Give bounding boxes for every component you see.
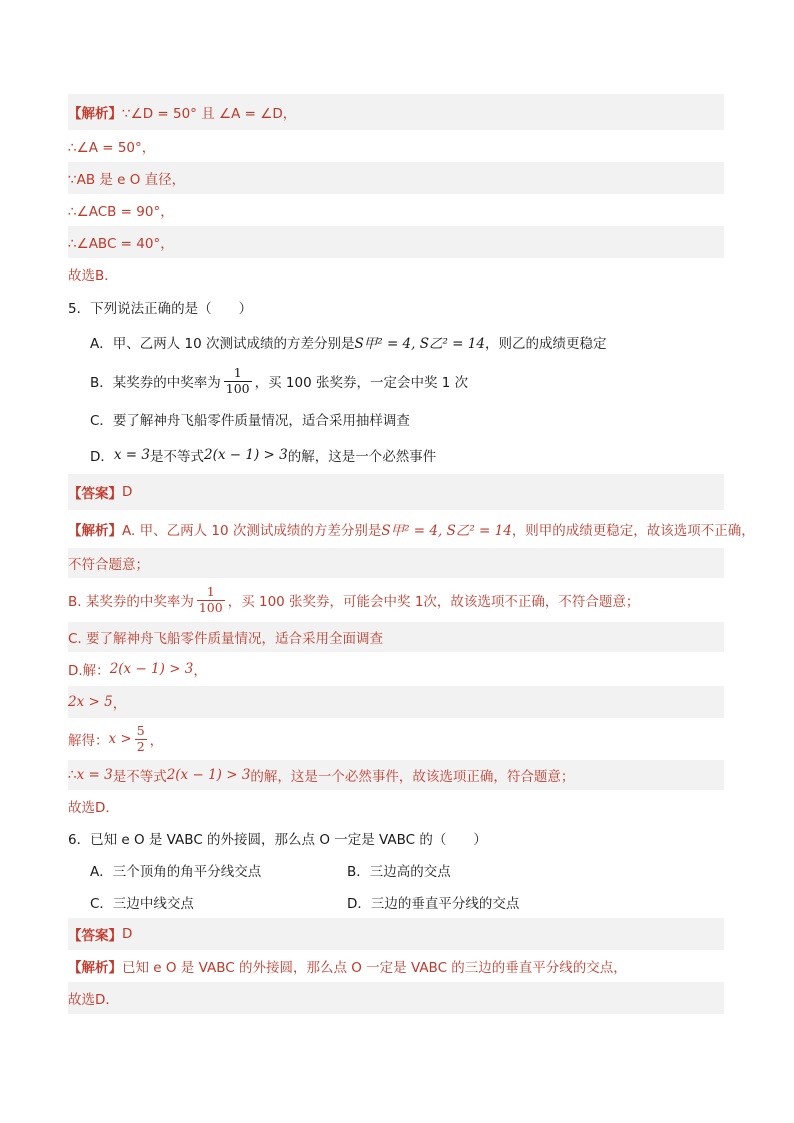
document-page: [68, 94, 755, 1014]
q5-analysis-end: 故选D．: [68, 800, 119, 816]
variance-formula: S甲² = 4, S乙² = 14: [354, 336, 485, 352]
q6-analysis: 【解析】 已知 e O 是 VABC 的外接圆，那么点 O 一定是 VABC 的三边的垂直平分线的交点，: [68, 960, 627, 976]
q4-analysis-block: [68, 94, 724, 290]
q5-option-b: B．某奖券的中奖率为 $\frac{1}{100}$ ，买 100 张奖券，一定会中奖 1 次: [90, 365, 469, 396]
q5-analysis-a: 【解析】 A. 甲、乙两人 10 次测试成绩的方差分别是 S甲² = 4, S乙² = 14 ，则甲的成绩更稳定，故该选项不正确，: [68, 523, 755, 539]
q4-analysis-line-2: ∴∠A = 50°，: [68, 140, 156, 156]
fraction: $\frac{5}{2}$: [136, 723, 145, 754]
question-5: [68, 290, 755, 822]
fraction: $\frac{1}{100}$: [225, 365, 250, 396]
q5-answer: 【答案】 D: [68, 474, 724, 510]
q5-stem: 5．下列说法正确的是（ ）: [68, 301, 253, 317]
q5-analysis-c: C. 要了解神舟飞船零件质量情况，适合采用全面调查: [68, 622, 724, 652]
q5-analysis-d4: ∴ x = 3 是不等式 2(x − 1) > 3 的解，这是一个必然事件，故该选项正确，符合题意；: [68, 760, 724, 790]
q5-analysis-b: B. 某奖券的中奖率为 $\frac{1}{100}$ ，买 100 张奖券，可能会中奖 1次，故该选项不正确，不符合题意；: [68, 584, 640, 615]
q5-analysis-d2: 2x > 5 ，: [68, 686, 724, 718]
question-6: [68, 822, 724, 1014]
fraction: $\frac{1}{100}$: [198, 584, 223, 615]
q6-analysis-end: 故选D．: [68, 982, 724, 1014]
q4-analysis-line-4: ∴∠ACB = 90°，: [68, 204, 174, 220]
analysis-label: 【解析】: [68, 106, 122, 122]
q5-option-c: C．要了解神舟飞船零件质量情况，适合采用抽样调查: [90, 413, 410, 429]
q4-analysis-line-5: ∴∠ABC = 40°，: [68, 226, 724, 258]
q5-option-d: D． x = 3 是不等式 2(x − 1) > 3 的解，这是一个必然事件: [90, 447, 437, 465]
q6-options-row-1: A．三个顶角的角平分线交点 B．三边高的交点: [90, 864, 451, 880]
q5-analysis-d1: D.解： 2(x − 1) > 3 ，: [68, 661, 207, 679]
q4-analysis-line-6: 故选B．: [68, 268, 118, 284]
q6-options-row-2: C．三边中线交点 D．三边的垂直平分线的交点: [90, 896, 520, 912]
q6-stem: 6．已知 e O 是 VABC 的外接圆，那么点 O 一定是 VABC 的（ ）: [68, 832, 487, 848]
q4-analysis-line-3: ∵AB 是 e O 直径，: [68, 162, 724, 194]
q5-analysis-a-cont: 不符合题意；: [68, 548, 724, 578]
q6-answer: 【答案】 D: [68, 918, 724, 950]
q4-analysis-line-1: 【解析】 ∵∠D = 50° 且 ∠A = ∠D，: [68, 94, 724, 130]
q5-option-a: A．甲、乙两人 10 次测试成绩的方差分别是 S甲² = 4, S乙² = 14 ，则乙的成绩更稳定: [68, 324, 724, 360]
q5-analysis-d3: 解得： x > $\frac{5}{2}$ ，: [68, 723, 164, 754]
